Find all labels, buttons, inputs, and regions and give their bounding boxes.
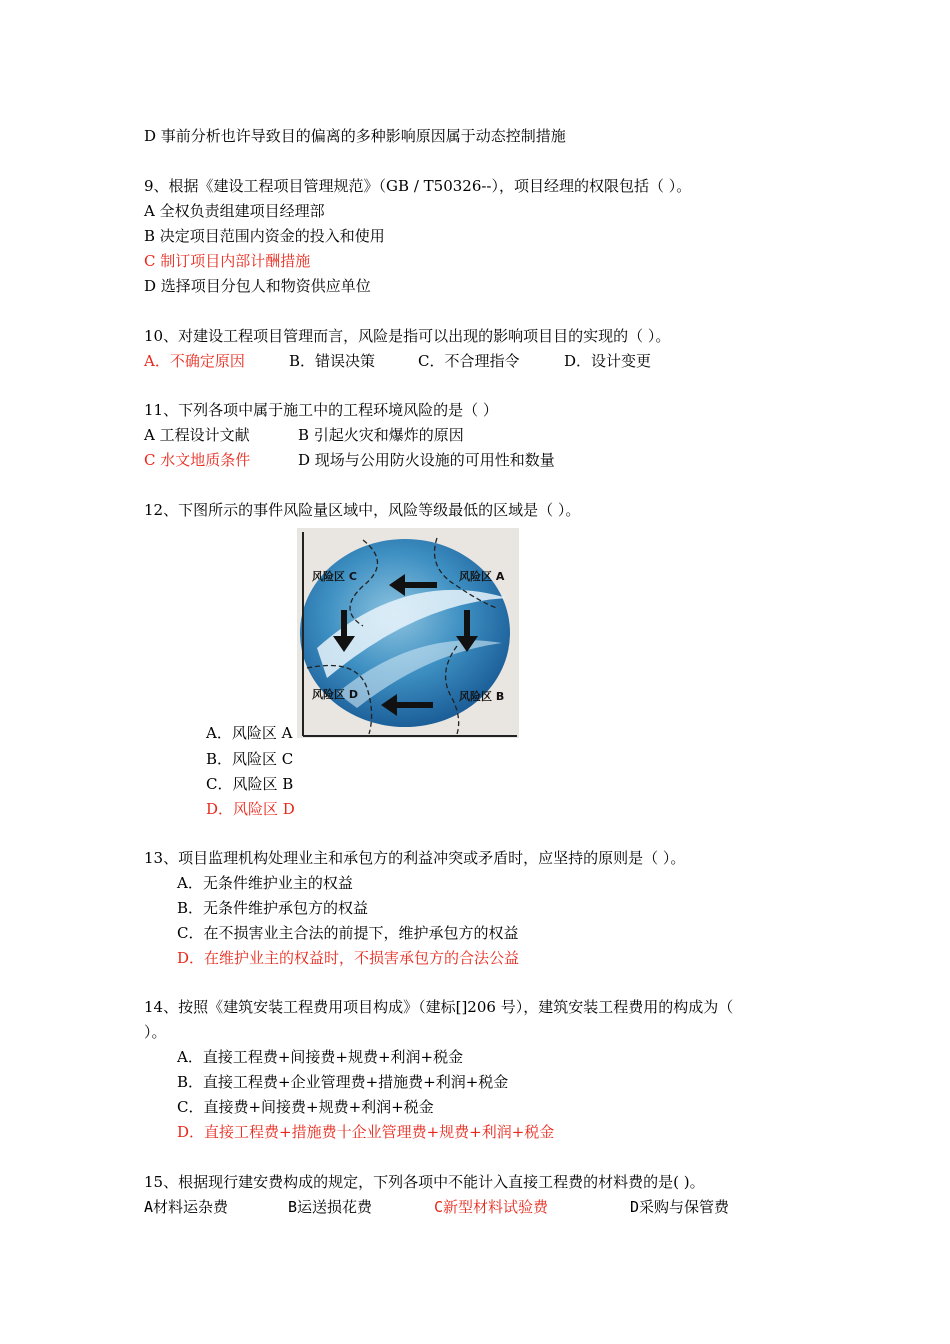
- zone-a-label: 风险区 A: [459, 570, 505, 583]
- q10-option-d: D．设计变更: [564, 352, 652, 370]
- risk-zone-figure: [297, 528, 519, 738]
- q11-option-c-answer: C 水文地质条件: [144, 451, 251, 469]
- q10-question: 10、对建设工程项目管理而言，风险是指可以出现的影响项目目的实现的（ ）。: [144, 327, 671, 345]
- risk-zone-diagram: [297, 528, 519, 738]
- q14-option-d-answer: D．直接工程费+措施费十企业管理费+规费+利润+税金: [177, 1123, 555, 1141]
- q15-question: 15、根据现行建安费构成的规定，下列各项中不能计入直接工程费的材料费的是( )。: [144, 1173, 705, 1191]
- q8-option-d: D 事前分析也许导致目的偏离的多种影响原因属于动态控制措施: [144, 127, 566, 145]
- q12-question: 12、下图所示的事件风险量区域中，风险等级最低的区域是（ ）。: [144, 501, 581, 519]
- q10-option-b: B．错误决策: [289, 352, 376, 370]
- q15-option-b: B运送损花费: [288, 1198, 373, 1216]
- q13-option-d-answer: D．在维护业主的权益时，不损害承包方的合法公益: [177, 949, 520, 967]
- q13-option-b: B．无条件维护承包方的权益: [177, 899, 369, 917]
- q11-option-a: A 工程设计文献: [144, 426, 250, 444]
- q13-option-c: C．在不损害业主合法的前提下，维护承包方的权益: [177, 924, 519, 942]
- q15-option-d: D采购与保管费: [630, 1198, 730, 1216]
- q11-option-b: B 引起火灾和爆炸的原因: [298, 426, 464, 444]
- q10-option-c: C．不合理指令: [418, 352, 520, 370]
- q14-option-c: C．直接费+间接费+规费+利润+税金: [177, 1098, 434, 1116]
- q12-option-d-answer: D．风险区 D: [206, 800, 295, 818]
- zone-b-label: 风险区 B: [459, 690, 505, 703]
- zone-d-label: 风险区 D: [312, 688, 358, 701]
- q9-option-d: D 选择项目分包人和物资供应单位: [144, 277, 371, 295]
- q12-option-a: A．风险区 A: [206, 724, 293, 742]
- q9-question: 9、根据《建设工程项目管理规范》（GB / T50326--），项目经理的权限包括（ ）。: [144, 177, 692, 195]
- q11-question: 11、下列各项中属于施工中的工程环境风险的是（ ）: [144, 401, 498, 419]
- zone-c-label: 风险区 C: [312, 570, 357, 583]
- q13-option-a: A．无条件维护业主的权益: [177, 874, 353, 892]
- q9-option-a: A 全权负责组建项目经理部: [144, 202, 325, 220]
- q14-question-cont: ）。: [144, 1023, 167, 1041]
- q10-option-a-answer: A．不确定原因: [144, 352, 245, 370]
- q14-option-a: A．直接工程费+间接费+规费+利润+税金: [177, 1048, 464, 1066]
- q11-option-d: D 现场与公用防火设施的可用性和数量: [298, 451, 555, 469]
- q12-option-b: B．风险区 C: [206, 750, 294, 768]
- q14-option-b: B．直接工程费+企业管理费+措施费+利润+税金: [177, 1073, 509, 1091]
- q15-option-a: A材料运杂费: [144, 1198, 229, 1216]
- q9-option-c-answer: C 制订项目内部计酬措施: [144, 252, 311, 270]
- q12-option-c: C．风险区 B: [206, 775, 294, 793]
- q14-question: 14、按照《建筑安装工程费用项目构成》（建标[]206 号），建筑安装工程费用的构成为（: [144, 998, 734, 1016]
- q9-option-b: B 决定项目范围内资金的投入和使用: [144, 227, 385, 245]
- q13-question: 13、项目监理机构处理业主和承包方的利益冲突或矛盾时，应坚持的原则是（ ）。: [144, 849, 686, 867]
- q15-option-c-answer: C新型材料试验费: [434, 1198, 549, 1216]
